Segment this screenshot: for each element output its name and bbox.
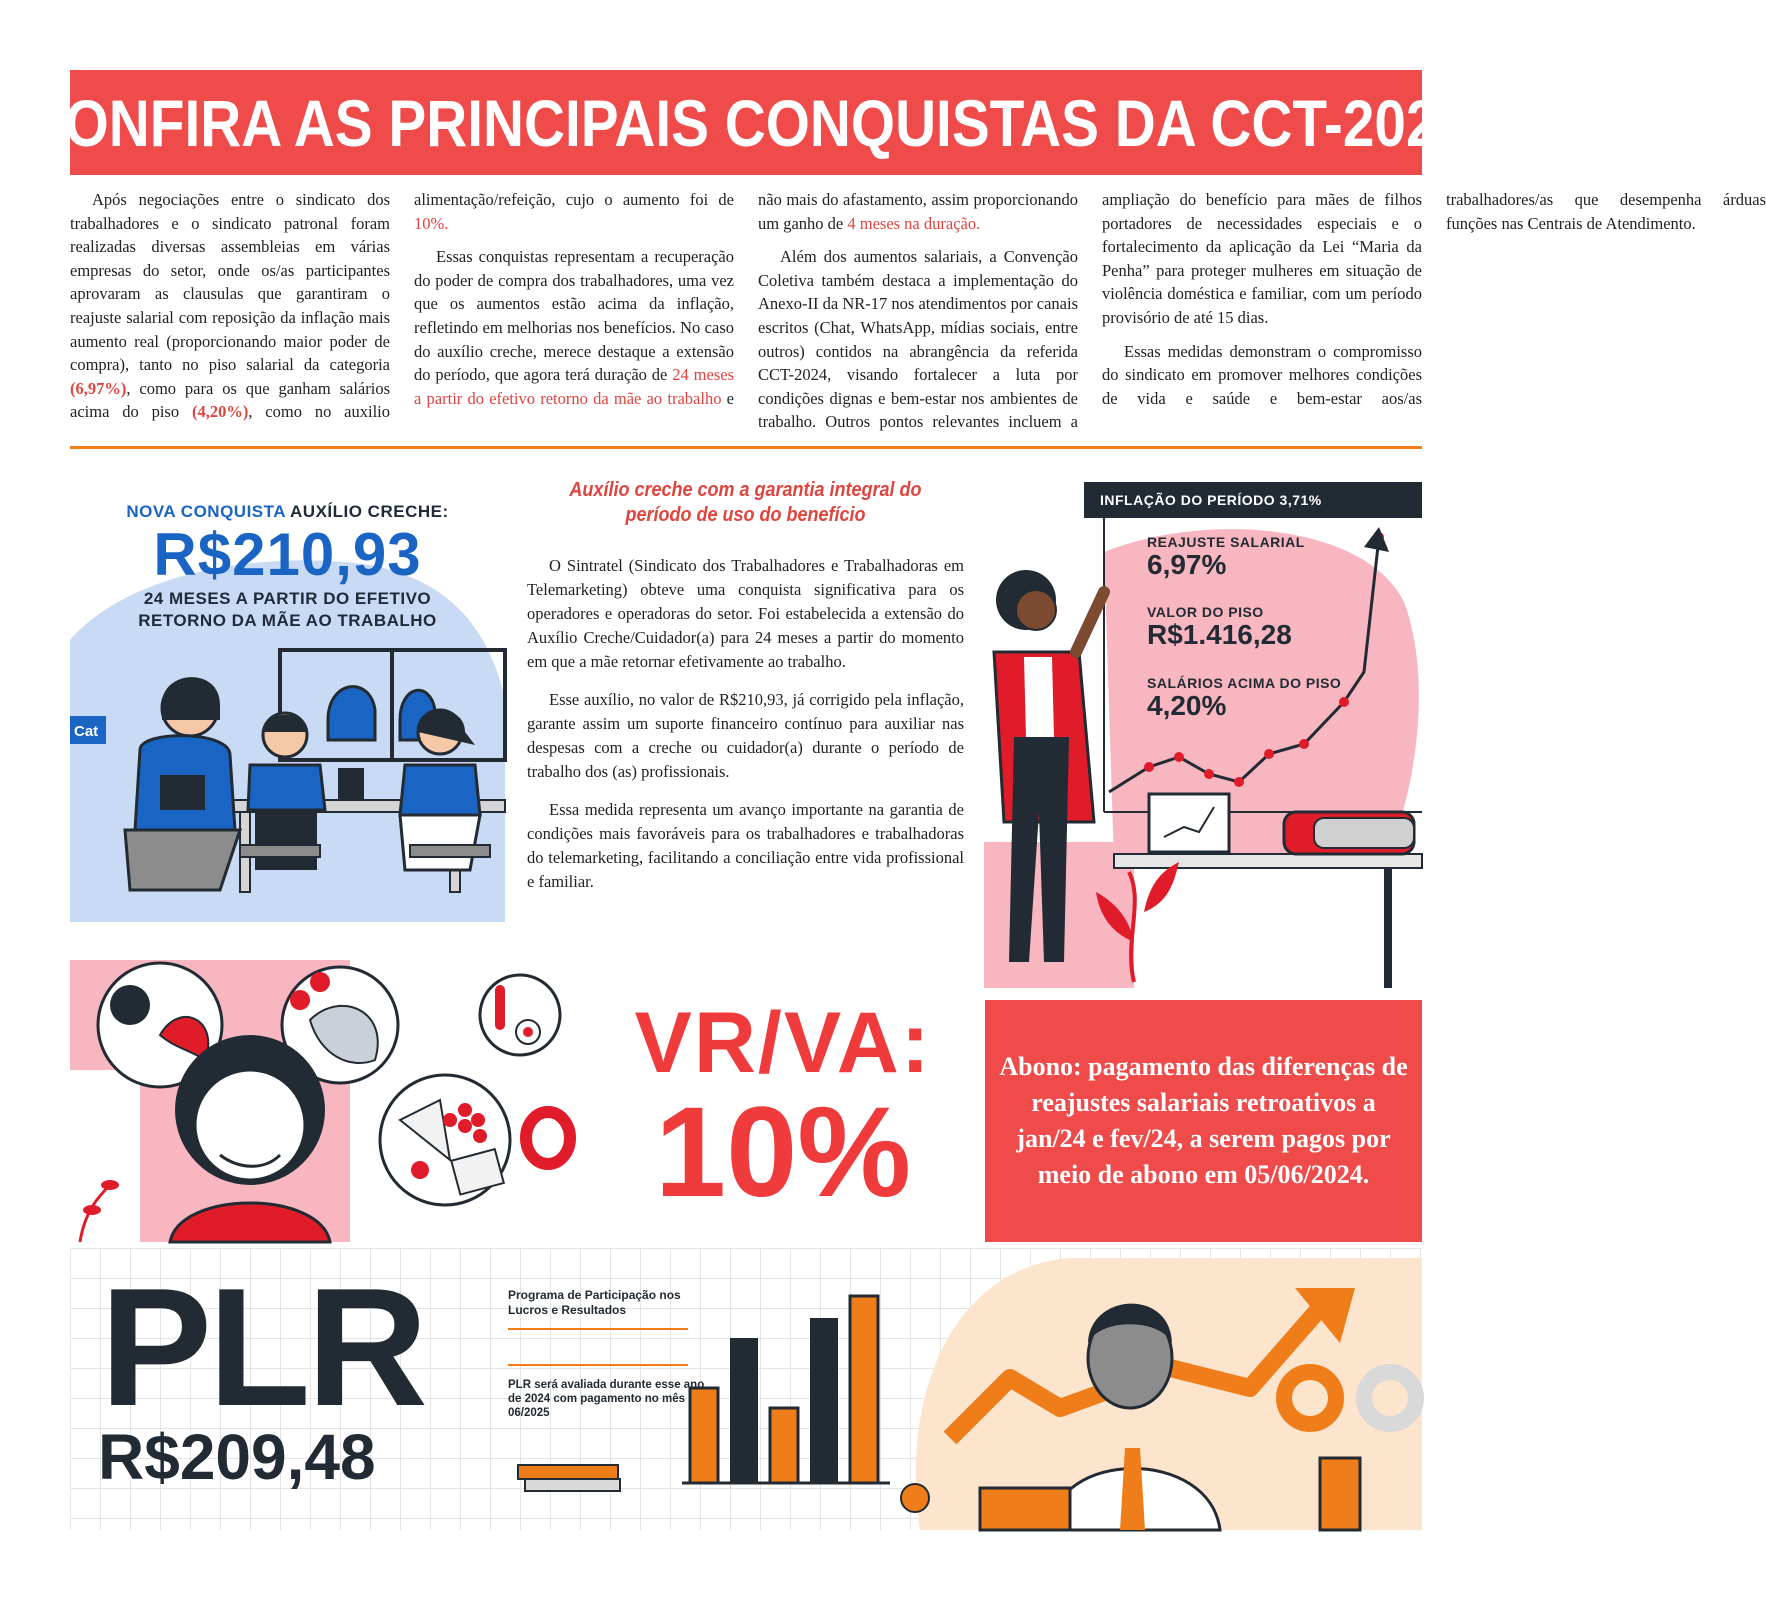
article-paragraph-2: Esse auxílio, no valor de R$210,93, já corrigido pela inflação, garante assim um suporte financeiro contínuo para auxiliar nas despesas com a creche ou cuidador(a) durante o período de trabalho dos (as) profissionais. xyxy=(527,690,964,781)
reajuste-value: 6,97% xyxy=(1147,549,1227,580)
vrva-label: VR/VA: xyxy=(634,995,932,1091)
creche-sub-line-2: RETORNO DA MÃE AO TRABALHO xyxy=(138,611,437,630)
inflation-panel xyxy=(984,482,1422,988)
article-paragraph-3: Essa medida representa um avanço importante na garantia de condições mais favoráveis para os trabalhadores e trabalhadoras do telemarketing, facilitando a conciliação entre vida profissional e familiar. xyxy=(527,800,964,891)
creche-label xyxy=(70,502,505,522)
creche-sub-line-1: 24 MESES A PARTIR DO EFETIVO xyxy=(143,589,432,608)
page-title: CONFIRA AS PRINCIPAIS CONQUISTAS DA CCT-2024 xyxy=(23,85,1469,160)
plr-program-name: Programa de Participação nos Lucros e Resultados xyxy=(508,1288,681,1317)
reajuste-stat xyxy=(1147,534,1305,580)
acima-label: SALÁRIOS ACIMA DO PISO xyxy=(1147,675,1342,691)
acima-value: 4,20% xyxy=(1147,690,1227,721)
plr-value: R$209,48 xyxy=(98,1421,376,1493)
vrva-percent: 10% xyxy=(654,1081,912,1224)
acima-stat xyxy=(1147,675,1341,721)
section-divider xyxy=(70,446,1422,449)
intro-paragraph-2: Essas conquistas representam a recuperação do poder de compra dos trabalhadores, uma vez que os aumentos estão acima da inflação, refletindo em melhorias nos benefícios. No caso do auxílio creche, merece destaque a extensão do período, que agora terá duração de 24 meses a partir do efetivo retorno da mãe ao trabalho e não mais do afastamento, assim proporcionando um ganho de 4 meses na duração. xyxy=(414,190,1078,408)
title-banner xyxy=(23,70,1469,175)
piso-stat xyxy=(1147,604,1292,650)
article-title xyxy=(549,478,942,528)
article-paragraph-1: O Sintratel (Sindicato dos Trabalhadores e Trabalhadoras em Telemarketing) obteve uma conquista significativa para os operadores e operadoras do setor. Foi estabelecida a extensão do Auxílio Creche/Cuidador(a) para 24 meses a partir do momento em que a mãe retornar efetivamente ao trabalho. xyxy=(527,556,964,671)
plr-divider-2 xyxy=(508,1364,688,1366)
creche-article xyxy=(527,478,964,908)
article-title-line-1: Auxílio creche com a garantia integral do xyxy=(569,479,922,501)
reajuste-label: REAJUSTE SALARIAL xyxy=(1147,534,1305,550)
vrva-headline xyxy=(608,995,958,1224)
plr-title: PLR xyxy=(100,1253,424,1441)
plr-panel xyxy=(70,1248,1422,1530)
inflation-header: INFLAÇÃO DO PERÍODO 3,71% xyxy=(1084,482,1422,518)
plr-note: PLR será avaliada durante esse ano de 2024 com pagamento no mês 06/2025 xyxy=(508,1379,705,1419)
piso-label: VALOR DO PISO xyxy=(1147,604,1264,620)
creche-label-benefit: AUXÍLIO CRECHE: xyxy=(290,502,449,521)
piso-value: R$1.416,28 xyxy=(1147,619,1292,650)
article-title-line-2: período de uso do benefício xyxy=(625,504,866,526)
abono-box xyxy=(985,1000,1422,1242)
vrva-panel xyxy=(70,960,950,1242)
intro-article xyxy=(70,188,1766,438)
creche-value: R$210,93 xyxy=(153,521,422,588)
plr-divider-1 xyxy=(508,1328,688,1330)
abono-text: Abono: pagamento das diferenças de reajustes salariais retroativos a jan/24 e fev/24, a serem pagos por meio de abono em 05/06/2024. xyxy=(999,1052,1408,1189)
intro-paragraph-4: Essas medidas demonstram o compromisso do sindicato em promover melhores condições de vida e saúde e bem-estar aos/as trabalhadores/as que desempenha árduas funções nas Centrais de Atendimento. xyxy=(1102,190,1766,408)
creche-label-new: NOVA CONQUISTA xyxy=(126,502,286,521)
intro-paragraph-3: Além dos aumentos salariais, a Convenção Coletiva também destaca a implementação do Anexo-II da NR-17 nos atendimentos por canais escritos (Chat, WhatsApp, mídias sociais, entre outros) contidos na abrangência da referida CCT-2024, visando fortalecer a luta por condições dignas e bem-estar nos ambientes de trabalho. Outros pontos relevantes incluem a ampliação do benefício para mães de filhos portadores de necessidades especiais e o fortalecimento da aplicação da Lei “Maria da Penha” para proteger mulheres em situação de violência doméstica e familiar, com um período provisório de até 15 dias. xyxy=(758,190,1422,432)
intro-paragraph-1: Após negociações entre o sindicato dos trabalhadores e o sindicato patronal foram realizadas diversas assembleias em várias empresas do setor, onde os/as participantes aprovaram as clausulas que garantiram o reajuste salarial com reposição da inflação mais aumento real (proporcionando maior poder de compra), tanto no piso salarial da categoria (6,97%), como para os que ganham salários acima do piso (4,20%), como no auxilio alimentação/refeição, cujo o aumento foi de 10%. xyxy=(70,190,734,422)
cat-sign-label: Cat xyxy=(74,723,99,740)
creche-text-block xyxy=(70,502,505,632)
food-illustration xyxy=(70,960,630,1242)
creche-panel xyxy=(70,470,505,922)
